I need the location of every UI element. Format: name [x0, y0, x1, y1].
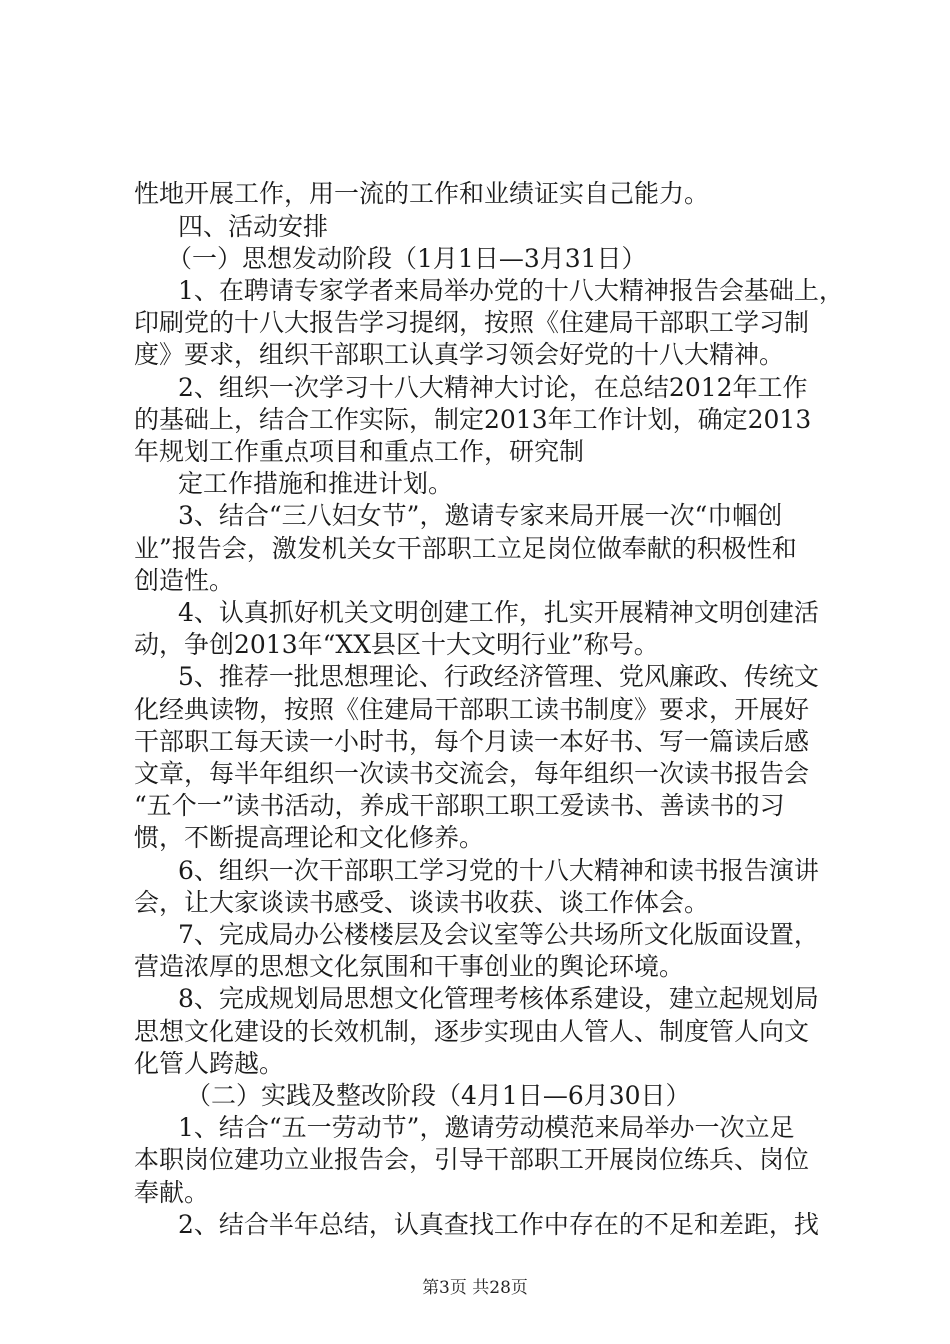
paragraph-line: 惯，不断提高理论和文化修养。: [134, 823, 485, 852]
paragraph-line: 化经典读物，按照《住建局干部职工读书制度》要求，开展好: [134, 695, 810, 724]
paragraph-line: 营造浓厚的思想文化氛围和干事创业的舆论环境。: [134, 952, 685, 981]
paragraph-line: 创造性。: [134, 566, 235, 595]
paragraph-line: 度》要求，组织干部职工认真学习领会好党的十八大精神。: [134, 340, 785, 369]
paragraph-line: “五个一”读书活动，养成干部职工职工爱读书、善读书的习: [134, 791, 785, 820]
paragraph-line: 1、结合“五一劳动节”，邀请劳动模范来局举办一次立足: [178, 1113, 795, 1142]
paragraph-line: 6、组织一次干部职工学习党的十八大精神和读书报告演讲: [178, 856, 819, 885]
section-heading: 四、活动安排: [178, 212, 329, 241]
paragraph-line: 业”报告会，激发机关女干部职工立足岗位做奉献的积极性和: [134, 534, 797, 563]
paragraph-line: 1、在聘请专家学者来局举办党的十八大精神报告会基础上，: [178, 276, 844, 305]
paragraph-line: 会，让大家谈读书感受、谈读书收获、谈工作体会。: [134, 888, 710, 917]
paragraph-line: 7、完成局办公楼楼层及会议室等公共场所文化版面设置，: [178, 920, 819, 949]
paragraph-line: 4、认真抓好机关文明创建工作，扎实开展精神文明创建活: [178, 598, 819, 627]
paragraph-line: 定工作措施和推进计划。: [178, 469, 454, 498]
paragraph-line: 5、推荐一批思想理论、行政经济管理、党风廉政、传统文: [178, 662, 819, 691]
paragraph-line: 的基础上，结合工作实际，制定2013年工作计划，确定2013: [134, 405, 812, 434]
paragraph-line: 年规划工作重点项目和重点工作，研究制: [134, 437, 585, 466]
paragraph-line: 2、组织一次学习十八大精神大讨论，在总结2012年工作: [178, 373, 808, 402]
paragraph-line: 2、结合半年总结，认真查找工作中存在的不足和差距，找: [178, 1210, 819, 1239]
subsection-heading: （一）思想发动阶段（1月1日—3月31日）: [167, 244, 647, 273]
paragraph-line: 印刷党的十八大报告学习提纲，按照《住建局干部职工学习制: [134, 308, 810, 337]
paragraph-line: 本职岗位建功立业报告会，引导干部职工开展岗位练兵、岗位: [134, 1145, 810, 1174]
paragraph-line: 8、完成规划局思想文化管理考核体系建设，建立起规划局: [178, 984, 819, 1013]
page-footer: 第3页 共28页: [422, 1278, 528, 1298]
paragraph-line: 思想文化建设的长效机制，逐步实现由人管人、制度管人向文: [134, 1017, 810, 1046]
paragraph-line: 动，争创2013年“XX县区十大文明行业”称号。: [134, 630, 659, 659]
paragraph-line: 化管人跨越。: [134, 1049, 285, 1078]
paragraph-line: 3、结合“三八妇女节”，邀请专家来局开展一次“巾帼创: [178, 501, 783, 530]
paragraph-line: 文章，每半年组织一次读书交流会，每年组织一次读书报告会: [134, 759, 810, 788]
paragraph-line: 干部职工每天读一小时书，每个月读一本好书、写一篇读后感: [134, 727, 810, 756]
paragraph-line: 性地开展工作，用一流的工作和业绩证实自己能力。: [134, 179, 710, 208]
subsection-heading: （二）实践及整改阶段（4月1日—6月30日）: [186, 1081, 691, 1110]
paragraph-line: 奉献。: [134, 1178, 210, 1207]
